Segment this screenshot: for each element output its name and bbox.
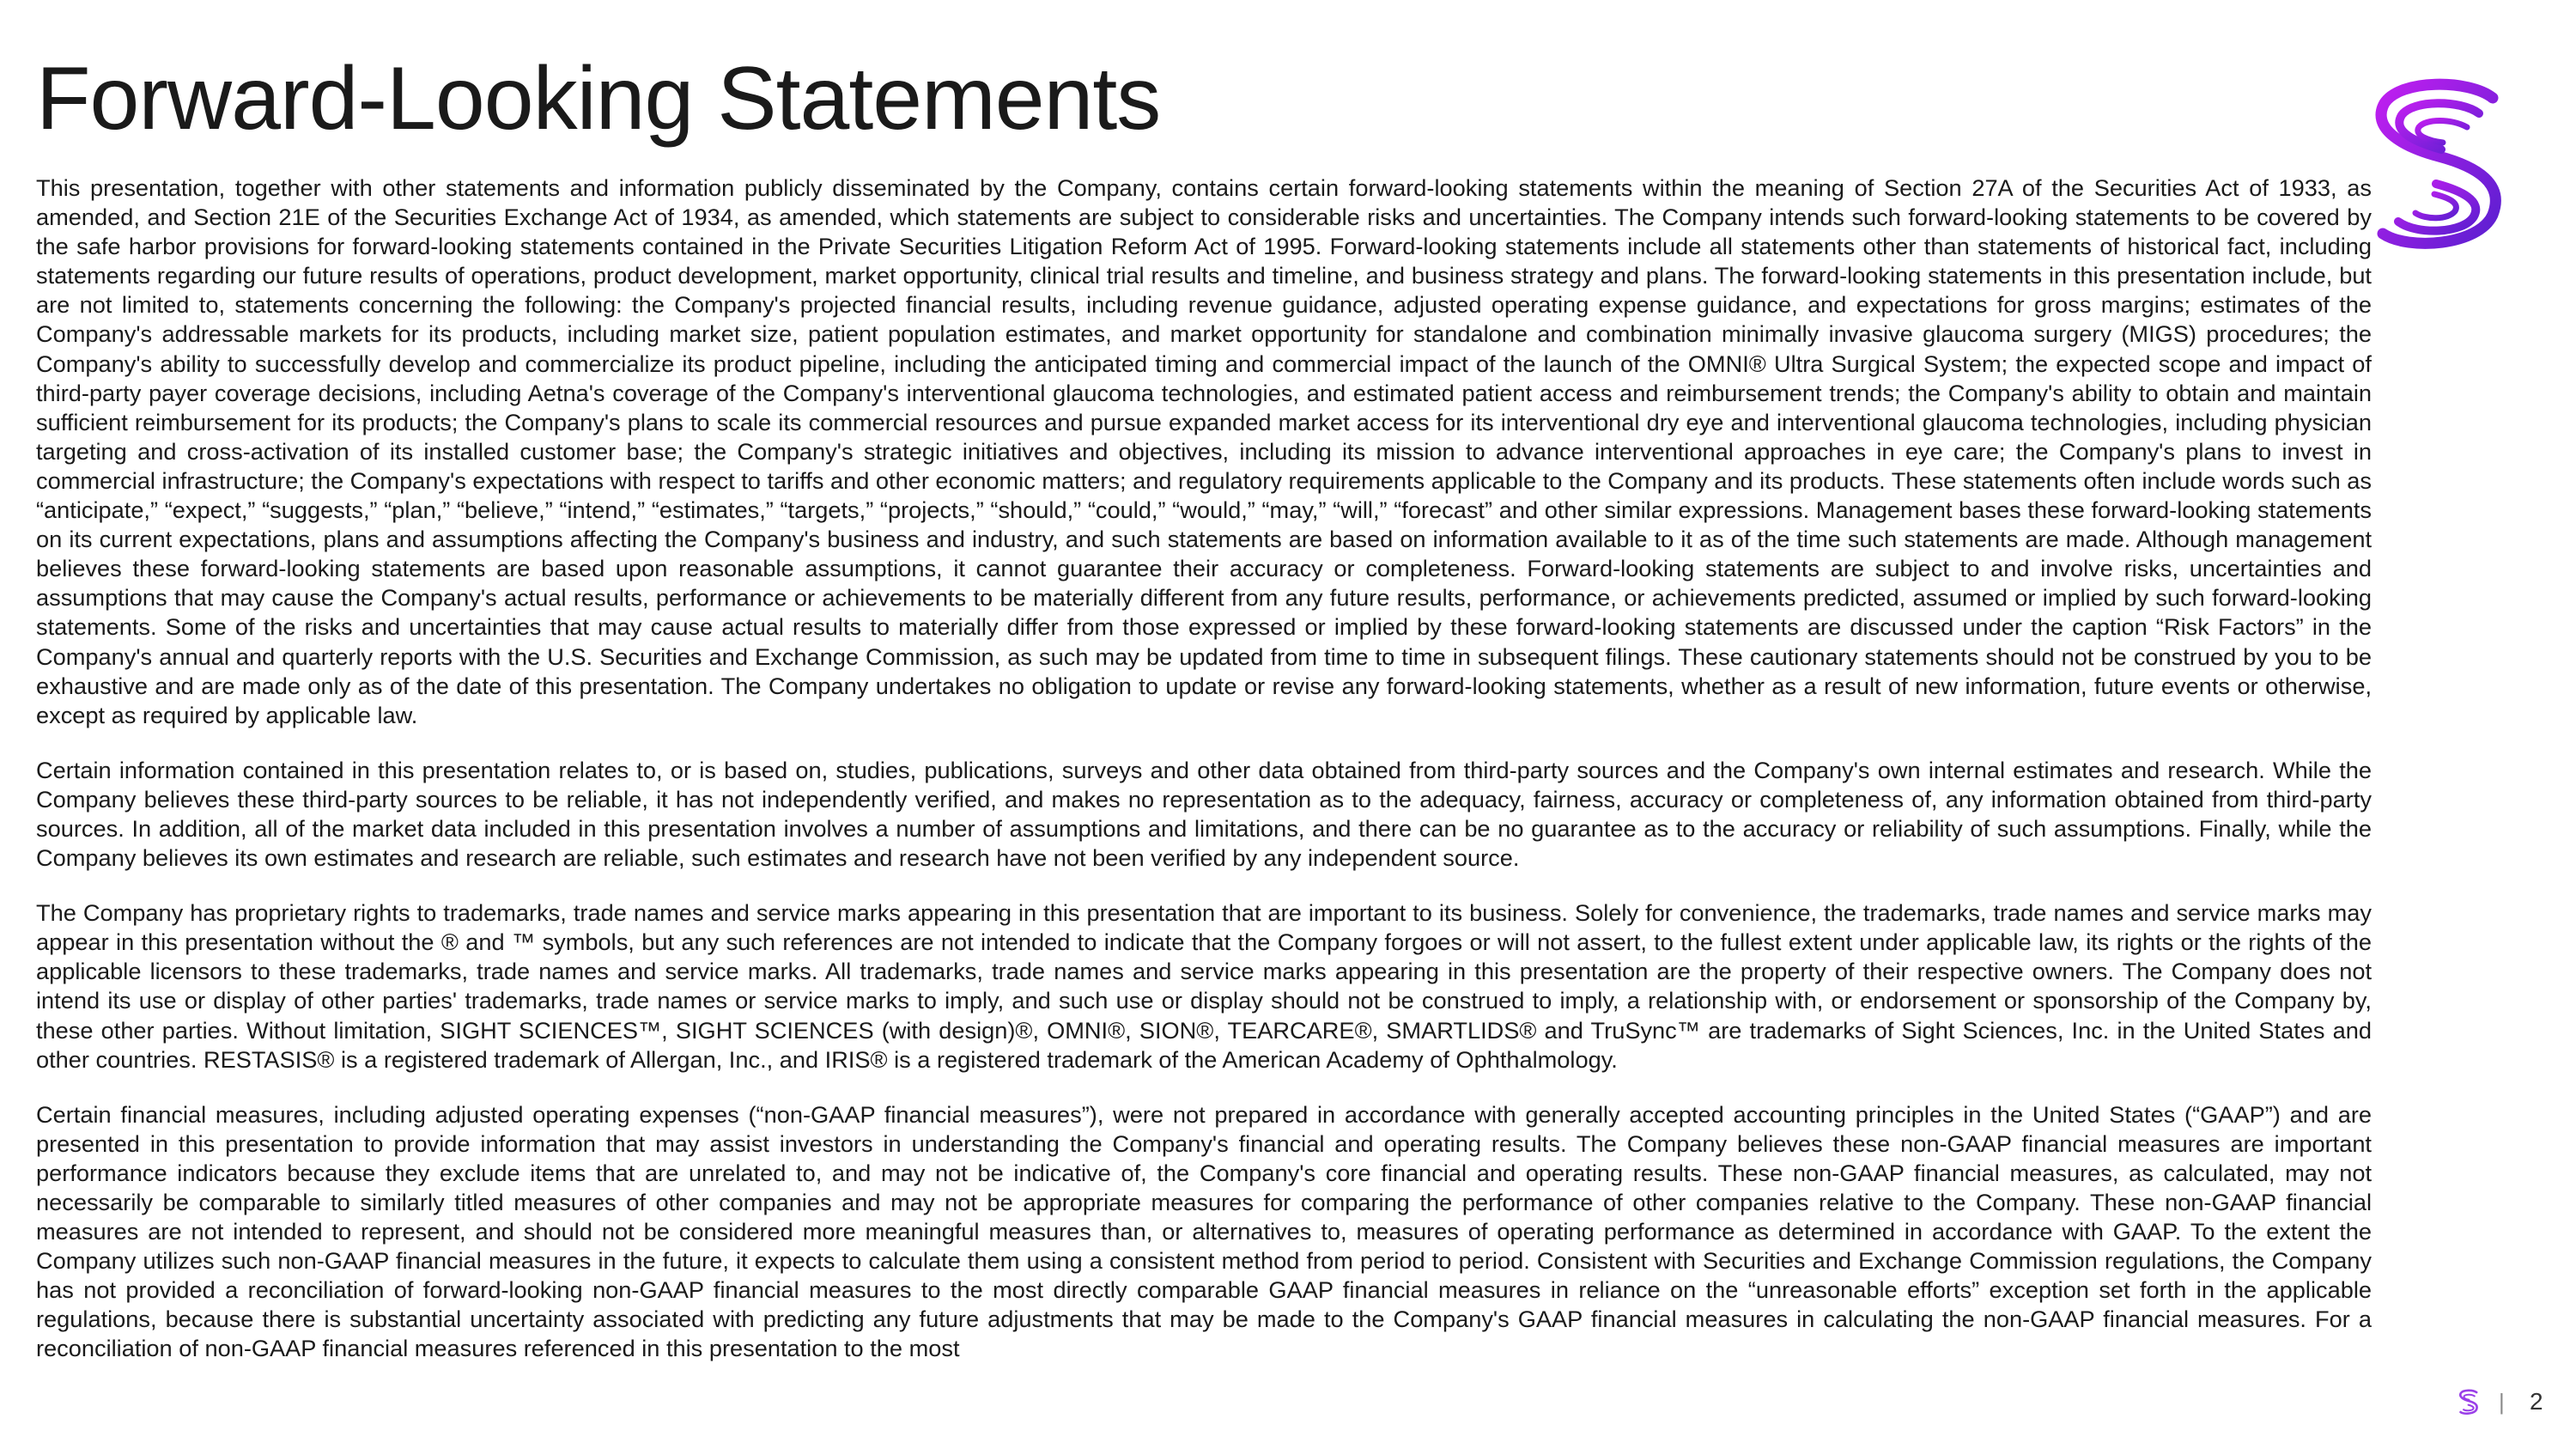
footer-separator: | <box>2499 1389 2505 1415</box>
disclaimer-body <box>36 174 2372 1449</box>
sight-sciences-logo-icon <box>2366 74 2512 263</box>
paragraph-forward-looking: This presentation, together with other statements and information publicly disseminated by the Company, contains certain forward-looking statements within the meaning of Section 27A of the Securities Act of 1933, as amended, and Section 21E of the Securities Exchange Act of 1934, as amended, which statements are subject to considerable risks and uncertainties. The Company intends such forward-looking statements to be covered by the safe harbor provisions for forward-looking statements contained in the Private Securities Litigation Reform Act of 1995. Forward-looking statements include all statements other than statements of historical fact, including statements regarding our future results of operations, product development, market opportunity, clinical trial results and timeline, and business strategy and plans. The forward-looking statements in this presentation include, but are not limited to, statements concerning the following: the Company's projected financial results, including revenue guidance, adjusted operating expense guidance, and expectations for gross margins; estimates of the Company's addressable markets for its products, including market size, patient population estimates, and market opportunity for standalone and combination minimally invasive glaucoma surgery (MIGS) procedures; the Company's ability to successfully develop and commercialize its product pipeline, including the anticipated timing and commercial impact of the launch of the OMNI® Ultra Surgical System; the expected scope and impact of third-party payer coverage decisions, including Aetna's coverage of the Company's interventional glaucoma technologies, and estimated patient access and reimbursement trends; the Company's ability to obtain and maintain sufficient reimbursement for its products; the Company's plans to scale its commercial resources and pursue expanded market access for its interventional dry eye and interventional glaucoma technologies, including physician targeting and cross-activation of its installed customer base; the Company's strategic initiatives and objectives, including its mission to advance interventional approaches in eye care; the Company's plans to invest in commercial infrastructure; the Company's expectations with respect to tariffs and other economic matters; and regulatory requirements applicable to the Company and its products. These statements often include words such as “anticipate,” “expect,” “suggests,” “plan,” “believe,” “intend,” “estimates,” “targets,” “projects,” “should,” “could,” “would,” “may,” “will,” “forecast” and other similar expressions. Management bases these forward-looking statements on its current expectations, plans and assumptions affecting the Company's business and industry, and such statements are based on information available to it as of the time such statements are made. Although management believes these forward-looking statements are based upon reasonable assumptions, it cannot guarantee their accuracy or completeness. Forward-looking statements are subject to and involve risks, uncertainties and assumptions that may cause the Company's actual results, performance or achievements to be materially different from any future results, performance, or achievements predicted, assumed or implied by such forward-looking statements. Some of the risks and uncertainties that may cause actual results to materially differ from those expressed or implied by these forward-looking statements are discussed under the caption “Risk Factors” in the Company's annual and quarterly reports with the U.S. Securities and Exchange Commission, as such may be updated from time to time in subsequent filings. These cautionary statements should not be construed by you to be exhaustive and are made only as of the date of this presentation. The Company undertakes no obligation to update or revise any forward-looking statements, whether as a result of new information, future events or otherwise, except as required by applicable law. <box>36 174 2372 728</box>
page-title: Forward-Looking Statements <box>36 49 1161 149</box>
page-number: 2 <box>2530 1388 2543 1415</box>
paragraph-third-party-data: Certain information contained in this presentation relates to, or is based on, studies, publications, surveys and other data obtained from third-party sources and the Company's own internal estimates and research. While the Company believes these third-party sources to be reliable, it has not independently verified, and makes no representation as to the adequacy, fairness, accuracy or completeness of, any information obtained from third-party sources. In addition, all of the market data included in this presentation involves a number of assumptions and limitations, and there can be no guarantee as to the accuracy or reliability of such assumptions. Finally, while the Company believes its own estimates and research are reliable, such estimates and research have not been verified by any independent source. <box>36 756 2372 872</box>
paragraph-trademarks: The Company has proprietary rights to trademarks, trade names and service marks appearing in this presentation that are important to its business. Solely for convenience, the trademarks, trade names and service marks may appear in this presentation without the ® and ™ symbols, but any such references are not intended to indicate that the Company forgoes or will not assert, to the fullest extent under applicable law, its rights or the rights of the applicable licensors to these trademarks, trade names and service marks. All trademarks, trade names and service marks appearing in this presentation are the property of their respective owners. The Company does not intend its use or display of other parties' trademarks, trade names or service marks to imply, and such use or display should not be construed to imply, a relationship with, or endorsement or sponsorship of the Company by, these other parties. Without limitation, SIGHT SCIENCES™, SIGHT SCIENCES (with design)®, OMNI®, SION®, TEARCARE®, SMARTLIDS® and TruSync™ are trademarks of Sight Sciences, Inc. in the United States and other countries. RESTASIS® is a registered trademark of Allergan, Inc., and IRIS® is a registered trademark of the American Academy of Ophthalmology. <box>36 899 2372 1073</box>
paragraph-non-gaap: Certain financial measures, including adjusted operating expenses (“non-GAAP financial measures”), were not prepared in accordance with generally accepted accounting principles in the United States (“GAAP”) and are presented in this presentation to provide information that may assist investors in understanding the Company's financial and operating results. The Company believes these non-GAAP financial measures are important performance indicators because they exclude items that are unrelated to, and may not be indicative of, the Company's core financial and operating results. These non-GAAP financial measures, as calculated, may not necessarily be comparable to similarly titled measures of other companies and may not be appropriate measures for comparing the performance of other companies relative to the Company. These non-GAAP financial measures are not intended to represent, and should not be considered more meaningful measures than, or alternatives to, measures of operating performance as determined in accordance with GAAP. To the extent the Company utilizes such non-GAAP financial measures in the future, it expects to calculate them using a consistent method from period to period. Consistent with Securities and Exchange Commission regulations, the Company has not provided a reconciliation of forward-looking non-GAAP financial measures to the most directly comparable GAAP financial measures in reliance on the “unreasonable efforts” exception set forth in the applicable regulations, because there is substantial uncertainty associated with predicting any future adjustments that may be made to the Company's GAAP financial measures in calculating the non-GAAP financial measures. For a reconciliation of non-GAAP financial measures referenced in this presentation to the most <box>36 1100 2372 1362</box>
footer-logo-icon <box>2456 1389 2482 1416</box>
slide-footer <box>2404 1385 2576 1420</box>
